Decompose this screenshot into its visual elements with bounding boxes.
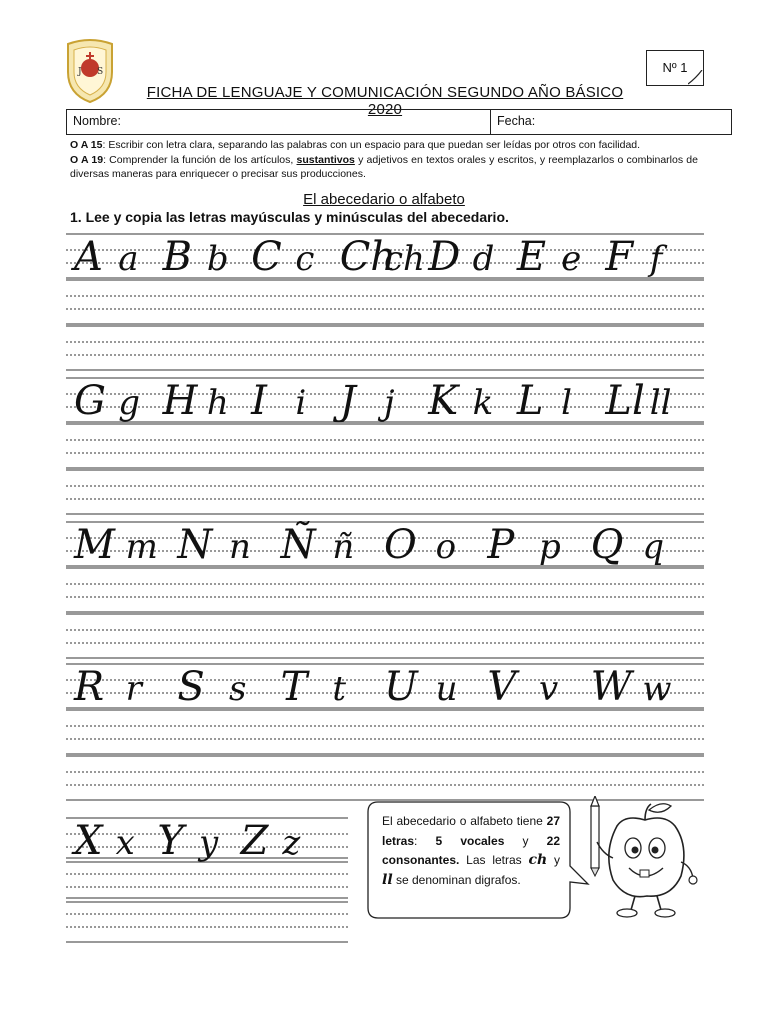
digraph-ch: ch: [528, 852, 548, 868]
oa19-text-a: : Comprender la función de los artículos,: [103, 153, 297, 166]
cursive-letter-upper: Ch: [339, 234, 397, 280]
cursive-letter-lower: l: [561, 383, 573, 423]
cursive-letter-lower: f: [649, 239, 663, 279]
cursive-letter-lower: n: [229, 527, 251, 567]
cursive-letter-upper: Z: [240, 818, 269, 864]
cursive-letter-upper: G: [74, 378, 106, 424]
cursive-letter-upper: Ll: [605, 378, 645, 424]
cursive-letter-lower: ñ: [332, 527, 355, 567]
cursive-letter-upper: A: [74, 234, 103, 280]
cursive-letter-upper: I: [251, 378, 267, 424]
instruction: 1. Lee y copia las letras mayúsculas y minúsculas del abecedario.: [70, 209, 509, 225]
cursive-letter-lower: t: [332, 669, 347, 709]
bubble-text-2: :: [414, 833, 436, 848]
oa15-code: O A 15: [70, 139, 103, 151]
cursive-letter-upper: R: [74, 664, 105, 710]
bubble-text-1: El abecedario o alfabeto tiene: [382, 814, 547, 828]
cursive-letter-upper: M: [74, 522, 115, 568]
bubble-bold-consonants: 22 consonantes.: [382, 833, 561, 867]
cursive-letter-upper: X: [74, 818, 103, 864]
cursive-letter-lower: o: [435, 527, 457, 567]
digraph-ll: ll: [382, 871, 393, 888]
cursive-letter-lower: u: [435, 669, 458, 709]
cursive-letter-lower: c: [295, 239, 315, 279]
cursive-letter-lower: j: [384, 383, 395, 423]
cursive-letter-upper: L: [516, 378, 544, 424]
cursive-letter-lower: e: [561, 239, 582, 279]
cursive-letter-lower: k: [472, 383, 494, 423]
cursive-letter-upper: J: [339, 378, 356, 424]
cursive-letter-lower: s: [229, 669, 247, 709]
oa19-text-b: y adjetivos en textos orales y escritos, y reemplazarlos o combinarlos de diversas maneras para enriquecer o precisar sus producciones.: [70, 153, 698, 180]
cursive-letter-upper: F: [605, 234, 634, 280]
date-label: Fecha:: [497, 114, 536, 128]
cursive-letter-lower: b: [206, 239, 229, 279]
bubble-text: [382, 812, 560, 890]
cursive-letter-upper: D: [428, 234, 461, 280]
cursive-letter-upper: Y: [157, 818, 184, 864]
cursive-letter-upper: S: [177, 664, 205, 710]
cursive-letter-upper: N: [177, 522, 213, 568]
cursive-letter-upper: P: [487, 522, 515, 568]
oa15-text: : Escribir con letra clara, separando las palabras con un espacio para que puedan ser leídas por otros con facilidad.: [102, 139, 641, 151]
cursive-letter-upper: V: [487, 664, 517, 710]
cursive-letter-lower: g: [118, 383, 141, 423]
cursive-letter-lower: a: [118, 239, 139, 279]
cursive-letter-upper: H: [162, 378, 198, 424]
apple-pencil-mascot-icon: [585, 796, 705, 922]
oa19-bold: sustantivos: [296, 153, 355, 166]
cursive-letter-upper: O: [384, 522, 417, 568]
section-subtitle: El abecedario o alfabeto: [303, 191, 465, 208]
cursive-letter-lower: h: [206, 383, 229, 423]
cursive-letter-lower: ll: [649, 383, 672, 423]
svg-text:S: S: [97, 67, 104, 77]
bubble-text-6: se denominan digrafos.: [392, 872, 521, 887]
cursive-letter-lower: x: [115, 823, 135, 863]
cursive-letter-upper: Q: [590, 522, 624, 568]
bubble-bold-vowels: 5 vocales: [435, 833, 505, 848]
cursive-letter-lower: q: [642, 527, 665, 567]
cursive-letter-upper: K: [428, 378, 459, 424]
cursive-letter-lower: m: [125, 527, 158, 567]
bubble-text-4: Las letras: [459, 853, 529, 867]
cursive-letter-lower: r: [125, 669, 142, 709]
cursive-letter-lower: d: [472, 239, 495, 279]
cursive-letter-upper: T: [280, 664, 308, 710]
bubble-text-5: y: [547, 853, 560, 867]
svg-text:J: J: [78, 67, 82, 77]
bubble-bold-letters: 27 letras: [382, 814, 560, 848]
oa19-code: O A 19: [70, 153, 104, 166]
worksheet-number: Nº 1: [646, 50, 704, 86]
bubble-text-3: y: [504, 833, 547, 848]
cursive-letter-lower: v: [539, 669, 559, 709]
cursive-letter-upper: E: [516, 234, 547, 280]
cursive-letter-lower: z: [282, 823, 301, 863]
name-label: Nombre:: [73, 114, 121, 128]
page-fold-icon: [688, 70, 704, 86]
cursive-letter-lower: y: [199, 823, 219, 863]
cursive-letter-lower: p: [539, 527, 561, 567]
cursive-letter-lower: w: [642, 669, 672, 709]
cursive-letter-upper: B: [162, 234, 192, 280]
cursive-letter-upper: Ñ: [280, 522, 316, 568]
cursive-letter-upper: W: [590, 664, 632, 710]
cursive-letter-lower: ch: [384, 239, 425, 279]
cursive-letter-lower: i: [295, 383, 307, 423]
page-title: FICHA DE LENGUAJE Y COMUNICACIÓN SEGUNDO AÑO BÁSICO 2020: [146, 84, 624, 118]
cursive-letter-upper: C: [251, 234, 282, 280]
cursive-letter-upper: U: [384, 664, 418, 710]
